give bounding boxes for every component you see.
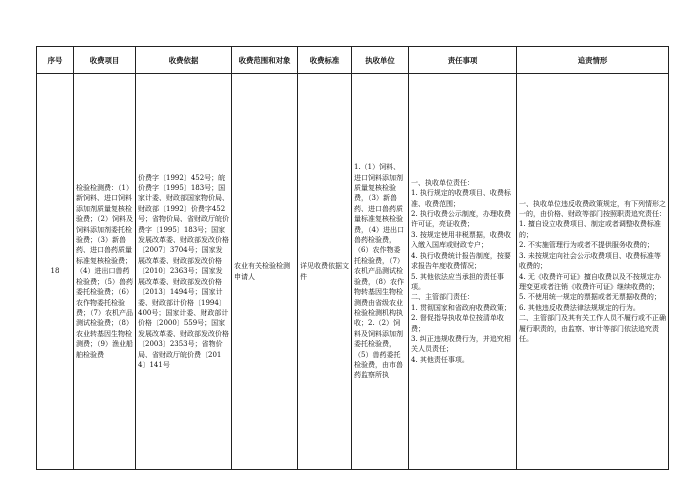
item-text: 检验检测费：（1）新饲料、进口饲料添加剂质量复核检验费；（2）饲料及饲料添加剂委托检验费；（3）新兽药、进口兽药质量标准复核检验费；（4）进出口兽药检验费；（5）兽药委托检验费；（6）农作物委托检验费；（7）农机产品测试检验费；（8）农业转基因生物检测费；（9）渔业船舶检验费 xyxy=(76,184,133,359)
duty-line: 2. 执行收费公示制度，办理收费许可证，亮证收费； xyxy=(411,210,511,229)
duty-line: 1. 贯彻国家和省政府收费政策； xyxy=(411,303,511,312)
fee-responsibility-sheet xyxy=(36,46,668,470)
accountability-list xyxy=(519,199,666,345)
duty-line: 3. 纠正违规收费行为，并追究相关人员责任； xyxy=(411,334,511,354)
unit-text: 1.（1）饲料、进口饲料添加剂质量复核检验费，（3）新兽药、进口兽药质量标准复核检验费，（4）进出口兽药检验费，（6）农作物委托检验费，（7）农机产品测试检验费，（8）农作物转基因生物检测费由省级农业检验检测机构执收；2.（2）饲料及饲料添加剂委托检验费，（5）兽药委托检验费，由市兽药监察所执 xyxy=(354,163,404,380)
cell-item xyxy=(74,74,136,470)
duty-line: 一、执收单位责任： xyxy=(411,178,474,187)
duty-line: 4. 其他责任事项。 xyxy=(411,355,469,364)
duty-line: 1. 执行规定的收费项目、收费标准、收费范围； xyxy=(411,189,511,208)
accountability-line: 3. 未按规定向社会公示收费项目、收费标准等收费的； xyxy=(519,251,661,271)
header-basis: 收费依据 xyxy=(136,47,232,74)
duties-list xyxy=(411,178,514,365)
basis-text: 价费字〔1992〕452号；皖价费字〔1995〕183号；国家计委、财政部国家物价局、财政部〔1992〕价费字452号；省物价局、省财政厅皖价费字〔1995〕183号；国家发展改革委、财政部发改价格〔2007〕3704号；国家发展改革委、财政部发改价格〔2010〕2363号；国家发展改革委、财政部发改价格〔2013〕1494号；国家计委、财政部计价格〔1994〕400号；国家计委、财政部计价格〔2000〕559号；国家发展改革委、财政部发改价格〔2003〕2353号；省物价局、省财政厅皖价费〔2014〕141号 xyxy=(138,173,229,369)
accountability-line: 1. 擅自设立收费项目、制定或者调整收费标准的； xyxy=(519,220,661,239)
cell-no: 18 xyxy=(37,74,74,470)
cell-standard xyxy=(298,74,352,470)
header-unit: 执收单位 xyxy=(352,47,409,74)
cell-unit xyxy=(352,74,409,470)
accountability-line: 2. 不实施管理行为或者不提供服务收费的； xyxy=(519,241,654,250)
cell-accountability xyxy=(517,74,669,470)
duty-line: 5. 其他依法应当承担的责任事项。 xyxy=(411,272,504,291)
accountability-line: 6. 其他违反收费法律法规规定的行为。 xyxy=(519,303,640,312)
fee-table xyxy=(36,46,669,470)
cell-duties xyxy=(409,74,517,470)
accountability-line: 4. 无《收费许可证》擅自收费以及不按规定办理变更或者注销《收费许可证》继续收费的； xyxy=(519,272,661,291)
header-accountability: 追责情形 xyxy=(517,47,669,74)
accountability-line: 二、主管部门及其有关工作人员不履行或不正确履行职责的，由监察、审计等部门依法追究责任。 xyxy=(519,314,666,343)
duty-line: 3. 按规定使用非税票据，收费收入缴入国库或财政专户； xyxy=(411,230,511,250)
header-duties: 责任事项 xyxy=(409,47,517,74)
header-scope: 收费范围和对象 xyxy=(232,47,298,74)
duty-line: 二、主管部门责任： xyxy=(411,293,474,302)
accountability-line: 5. 不使用统一规定的票据或者无票据收费的； xyxy=(519,293,661,302)
header-standard: 收费标准 xyxy=(298,47,352,74)
header-no: 序号 xyxy=(37,47,74,74)
standard-text: 详见收费依据文件 xyxy=(300,262,349,281)
accountability-line: 一、执收单位违反收费政策规定，有下列情形之一的，由价格、财政等部门按照职责追究责任： xyxy=(519,199,666,219)
scope-text: 农业有关检验检测申请人 xyxy=(234,262,290,281)
duty-line: 4. 执行收费统计报告制度，按要求报告年度收费情况； xyxy=(411,251,511,271)
table-row xyxy=(37,74,669,470)
cell-basis xyxy=(136,74,232,470)
header-item: 收费项目 xyxy=(74,47,136,74)
cell-scope xyxy=(232,74,298,470)
header-row xyxy=(37,47,669,74)
duty-line: 2. 督促指导执收单位按清单收费； xyxy=(411,314,504,333)
